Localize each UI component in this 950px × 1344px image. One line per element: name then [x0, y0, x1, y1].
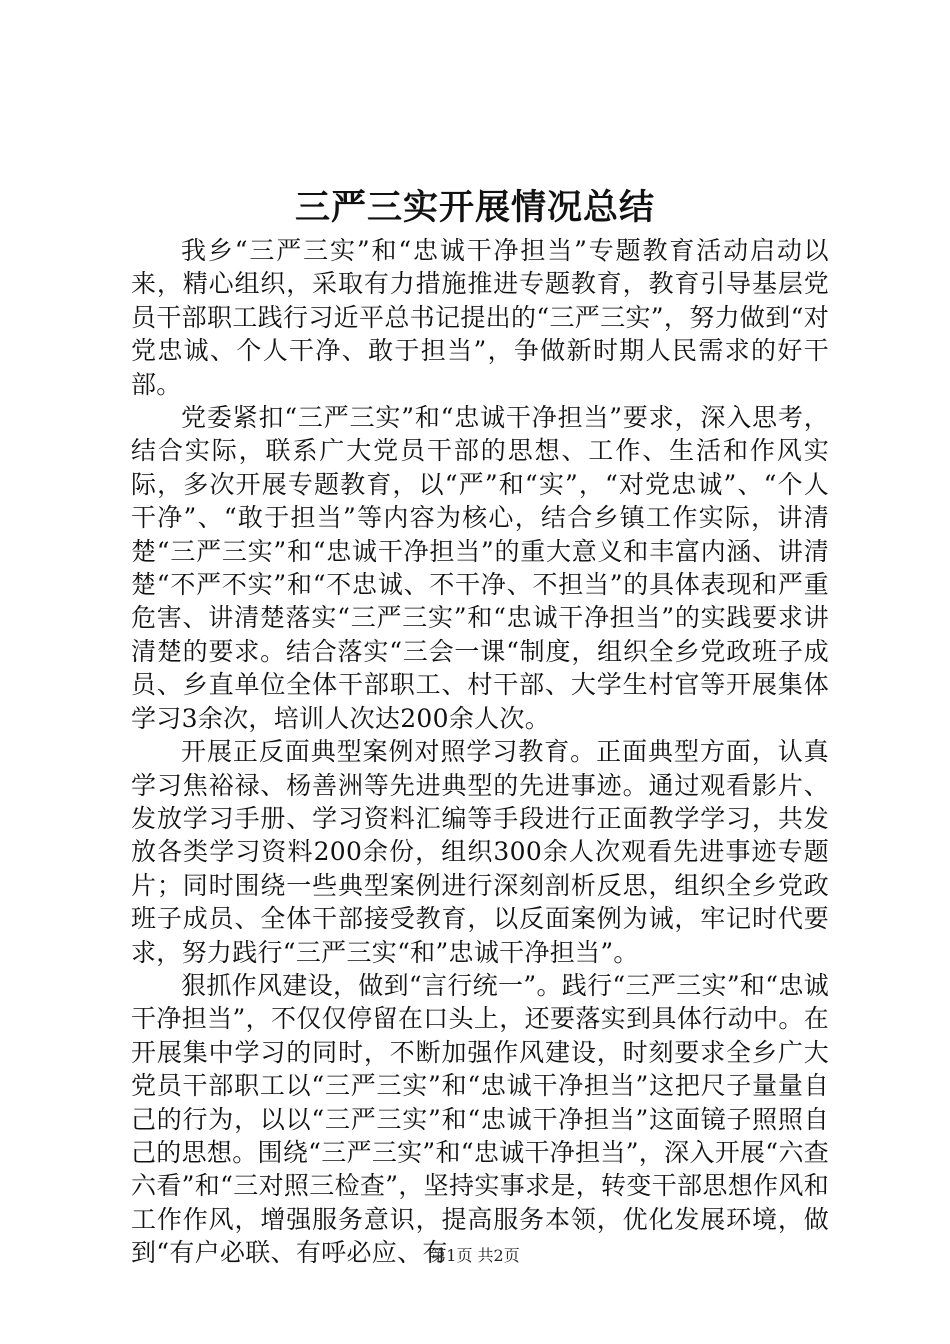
document-title: 三严三实开展情况总结 — [294, 187, 655, 228]
paragraph-intro: 我乡“三严三实”和“忠诚干净担当”专题教育活动启动以来，精心组织，采取有力措施推进专题教育，教育引导基层党员干部职工践行习近平总书记提出的“三严三实”，努力做到“对党忠诚、个人干净、敢于担当”，争做新时期人民需求的好干部。 — [131, 236, 829, 399]
paragraph-typical-cases: 开展正反面典型案例对照学习教育。正面典型方面，认真学习焦裕禄、杨善洲等先进典型的先进事迹。通过观看影片、发放学习手册、学习资料汇编等手段进行正面教学学习，共发放各类学习资料200余份，组织300余人次观看先进事迹专题片；同时围绕一些典型案例进行深刻剖析反思，组织全乡党政班子成员、全体干部接受教育，以反面案例为诫，牢记时代要求，努力践行“三严三实“和”忠诚干净担当”。 — [131, 737, 829, 967]
paragraph-work-style: 狠抓作风建设，做到“言行统一”。践行“三严三实”和“忠诚干净担当”，不仅仅停留在口头上，还要落实到具体行动中。在开展集中学习的同时，不断加强作风建设，时刻要求全乡广大党员干部职工以“三严三实”和“忠诚干净担当”这把尺子量量自己的行为，以以“三严三实”和“忠诚干净担当”这面镜子照照自己的思想。围绕“三严三实”和“忠诚干净担当”，深入开展“六查六看”和“三对照三检查”，坚持实事求是，转变干部思想作风和工作作风，增强服务意识，提高服务本领，优化发展环境，做到“有户必联、有呼必应、有 — [131, 970, 829, 1268]
document-body — [131, 234, 829, 1270]
paragraph-party-committee: 党委紧扣“三严三实”和“忠诚干净担当”要求，深入思考，结合实际，联系广大党员干部的思想、工作、生活和作风实际，多次开展专题教育，以“严”和“实”，“对党忠诚”、“个人干净”、“敢于担当”等内容为核心，结合乡镇工作实际，讲清楚“三严三实”和“忠诚干净担当”的重大意义和丰富内涵、讲清楚“不严不实”和“不忠诚、不干净、不担当”的具体表现和严重危害、讲清楚落实“三严三实”和“忠诚干净担当”的实践要求讲清楚的要求。结合落实“三会一课“制度，组织全乡党政班子成员、乡直单位全体干部职工、村干部、大学生村官等开展集体学习3余次，培训人次达200余人次。 — [131, 403, 829, 733]
page-footer: 第1页 共2页 — [430, 1246, 520, 1265]
